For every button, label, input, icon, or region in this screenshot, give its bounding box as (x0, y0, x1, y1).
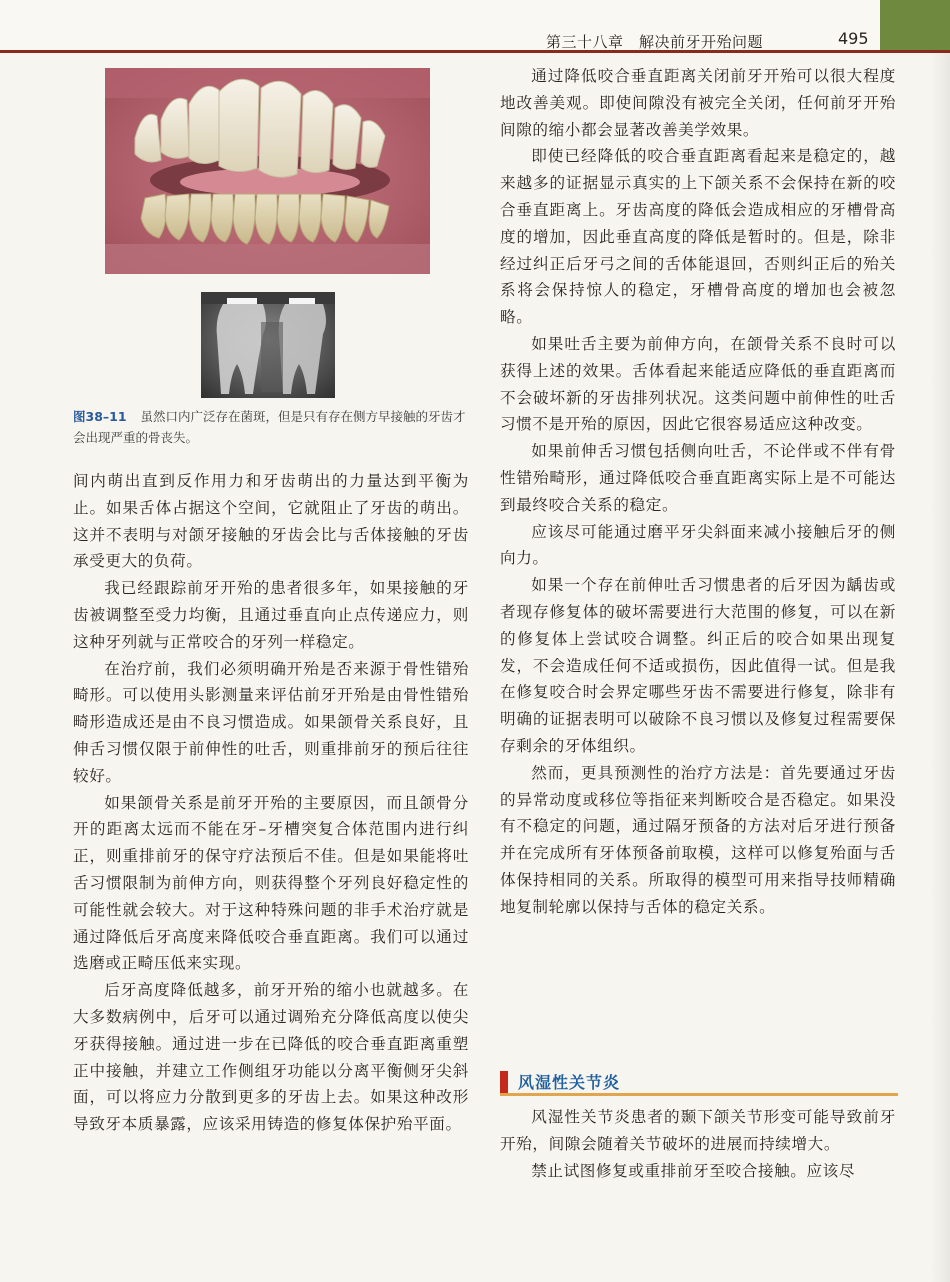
section-heading-bar (500, 1071, 508, 1093)
page-edge-shadow (930, 52, 950, 1282)
body-paragraph: 如果前伸舌习惯包括侧向吐舌，不论伴或不伴有骨性错殆畸形，通过降低咬合垂直距离实际上是不可能达到最终咬合关系的稳定。 (500, 442, 896, 514)
body-paragraph: 然而，更具预测性的治疗方法是：首先要通过牙齿的异常动度或移位等指征来判断咬合是否稳定。如果没有不稳定的问题，通过隔牙预备的方法对后牙进行预备并在完成所有牙体预备前取模，这样可以修复殆面与舌体保持相同的关系。所取得的模型可用来指导技师精确地复制轮廓以保持与舌体的稳定关系。 (500, 763, 896, 916)
body-paragraph: 后牙高度降低越多，前牙开殆的缩小也就越多。在大多数病例中，后牙可以通过调殆充分降低高度以使尖牙获得接触。通过进一步在已降低的咬合垂直距离重塑正中接触，并建立工作侧组牙功能以分离平衡侧牙尖斜面，可以将应力分散到更多的牙齿上去。如果这种改形导致牙本质暴露，应该采用铸造的修复体保护殆平面。 (73, 981, 469, 1134)
section-body (500, 1104, 896, 1184)
radiograph-image (201, 292, 335, 398)
header-accent-block (880, 0, 950, 52)
section-heading (500, 1068, 898, 1096)
left-column (73, 468, 469, 1138)
body-paragraph: 如果颌骨关系是前牙开殆的主要原因，而且颌骨分开的距离太远而不能在牙–牙槽突复合体范围内进行纠正，则重排前牙的保守疗法预后不佳。但是如果能将吐舌习惯限制为前伸方向，则获得整个牙列良好稳定性的可能性就会较大。对于这种特殊问题的非手术治疗就是通过降低后牙高度来降低咬合垂直距离。我们可以通过选磨或正畸压低来实现。 (73, 793, 469, 973)
figure-caption-text: 虽然口内广泛存在菌斑，但是只有存在侧方早接触的牙齿才会出现严重的骨丧失。 (73, 409, 466, 445)
figure-caption (73, 406, 473, 448)
body-paragraph: 如果吐舌主要为前伸方向，在颌骨关系不良时可以获得上述的效果。舌体看起来能适应降低的垂直距离而不会破坏新的牙齿排列状况。这类问题中前伸性的吐舌习惯不是开殆的原因，因此它很容易适应这种改变。 (500, 334, 896, 434)
body-paragraph: 在治疗前，我们必须明确开殆是否来源于骨性错殆畸形。可以使用头影测量来评估前牙开殆是由骨性错殆畸形造成还是由不良习惯造成。如果颌骨关系良好，且伸舌习惯仅限于前伸性的吐舌，则重排前牙的预后往往较好。 (73, 659, 469, 785)
page-header (0, 0, 950, 52)
header-rule (0, 50, 950, 53)
section-title: 风湿性关节炎 (518, 1073, 621, 1092)
section-heading-underline (500, 1093, 898, 1096)
body-paragraph: 禁止试图修复或重排前牙至咬合接触。应该尽 (531, 1161, 856, 1180)
body-paragraph: 间内萌出直到反作用力和牙齿萌出的力量达到平衡为止。如果舌体占据这个空间，它就阻止了牙齿的萌出。这并不表明与对颌牙接触的牙齿会比与舌体接触的牙齿承受更大的负荷。 (73, 472, 469, 571)
chapter-running-head: 第三十八章 解决前牙开殆问题 (546, 33, 764, 51)
page-number: 495 (838, 29, 869, 48)
body-paragraph: 应该尽可能通过磨平牙尖斜面来减小接触后牙的侧向力。 (500, 522, 896, 568)
figure-label: 图38–11 (73, 409, 127, 424)
body-paragraph: 如果一个存在前伸吐舌习惯患者的后牙因为龋齿或者现存修复体的破坏需要进行大范围的修复，可以在新的修复体上尝试咬合调整。纠正后的咬合如果出现复发，不会造成任何不适或损伤，因此值得一试。但是我在修复咬合时会界定哪些牙齿不需要进行修复，除非有明确的证据表明可以破除不良习惯以及修复过程需要保存剩余的牙体组织。 (500, 576, 896, 755)
body-paragraph: 我已经跟踪前牙开殆的患者很多年，如果接触的牙齿被调整至受力均衡，且通过垂直向止点传递应力，则这种牙列就与正常咬合的牙列一样稳定。 (73, 579, 469, 651)
body-paragraph: 即使已经降低的咬合垂直距离看起来是稳定的，越来越多的证据显示真实的上下颌关系不会保持在新的咬合垂直距离上。牙齿高度的降低会造成相应的牙槽骨高度的增加，因此垂直高度的降低是暂时的。但是，除非经过纠正后牙弓之间的舌体能退回，否则纠正后的殆关系将会保持惊人的稳定，牙槽骨高度的增加也会被忽略。 (500, 147, 896, 327)
body-paragraph: 风湿性关节炎患者的颞下颌关节形变可能导致前牙开殆，间隙会随着关节破坏的进展而持续增大。 (500, 1108, 896, 1153)
clinical-photo (105, 68, 430, 274)
right-column (500, 63, 896, 921)
body-paragraph: 通过降低咬合垂直距离关闭前牙开殆可以很大程度地改善美观。即使间隙没有被完全关闭，任何前牙开殆间隙的缩小都会显著改善美学效果。 (500, 67, 896, 139)
